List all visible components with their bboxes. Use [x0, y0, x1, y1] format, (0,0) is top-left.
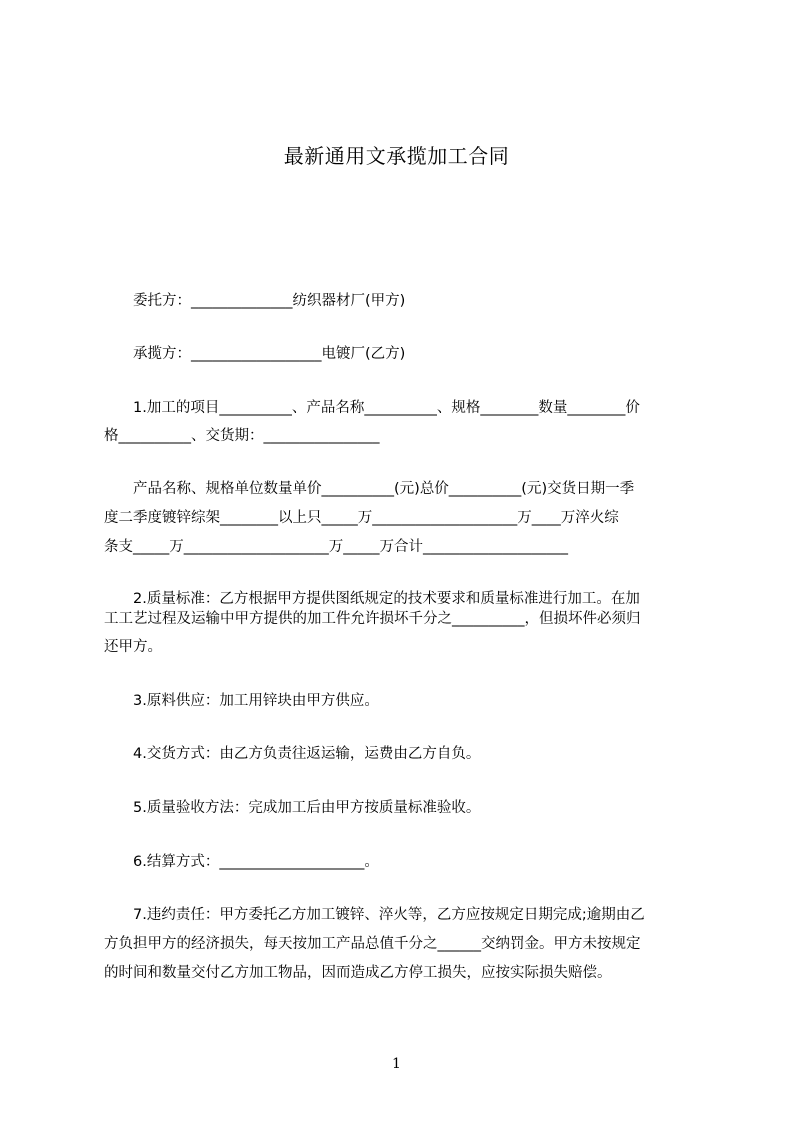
clause-7-line-1: 7.违约责任：甲方委托乙方加工镀锌、淬火等，乙方应按规定日期完成;逾期由乙 [104, 907, 645, 923]
clause-4: 4.交货方式：由乙方负责往返运输，运费由乙方自负。 [104, 746, 481, 762]
clause-7-line-2: 方负担甲方的经济损失，每天按加工产品总值千分之______交纳罚金。甲方未按规定 [104, 936, 641, 952]
clause-2-line-1: 2.质量标准：乙方根据甲方提供图纸规定的技术要求和质量标准进行加工。在加 [104, 591, 640, 607]
clause-contractor: 承揽方：__________________电镀厂(乙方) [104, 346, 406, 362]
clause-5: 5.质量验收方法：完成加工后由甲方按质量标准验收。 [104, 800, 481, 816]
document-title: 最新通用文承揽加工合同 [283, 144, 510, 168]
clause-1-line-2: 格__________、交货期：________________ [104, 428, 380, 444]
page-number: 1 [392, 1056, 401, 1072]
product-table-line-2: 度二季度镀锌综架________以上只_____万____________________万____万淬火综 [104, 510, 619, 526]
clause-6: 6.结算方式：____________________。 [104, 854, 379, 870]
clause-3: 3.原料供应：加工用锌块由甲方供应。 [104, 693, 379, 709]
clause-1-line-1: 1.加工的项目__________、产品名称__________、规格________数量________价 [104, 400, 640, 416]
clause-2-line-3: 还甲方。 [104, 639, 162, 655]
product-table-line-1: 产品名称、规格单位数量单价__________(元)总价__________(元)交货日期一季 [104, 481, 635, 497]
clause-client: 委托方：______________纺织器材厂(甲方) [104, 293, 406, 309]
clause-7-line-3: 的时间和数量交付乙方加工物品，因而造成乙方停工损失，应按实际损失赔偿。 [104, 965, 612, 981]
product-table-line-3: 条支_____万____________________万_____万合计____________________ [104, 539, 568, 555]
clause-2-line-2: 工工艺过程及运输中甲方提供的加工件允许损坏千分之__________，但损坏件必须归 [104, 611, 641, 627]
